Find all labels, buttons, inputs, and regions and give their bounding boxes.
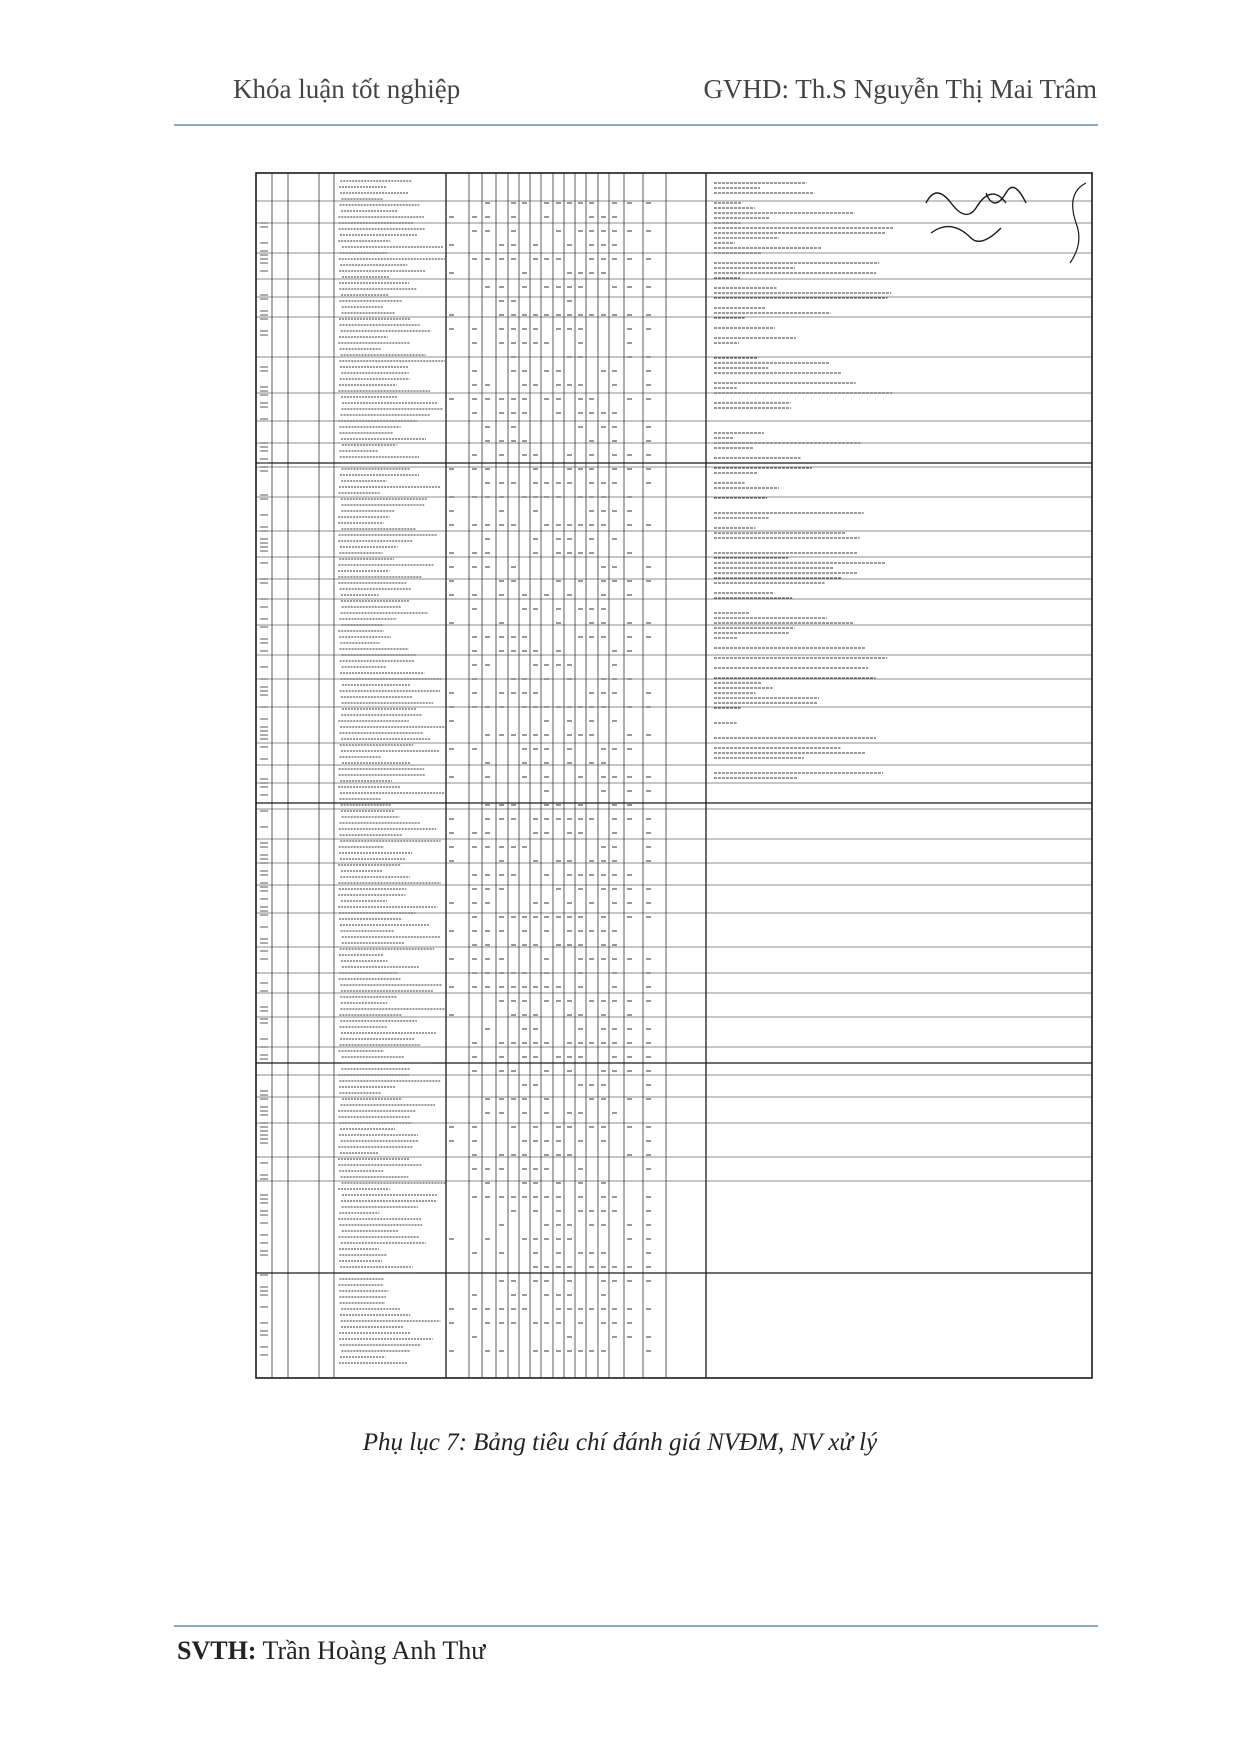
page-footer: [177, 1636, 485, 1666]
signature-mark: [926, 187, 1026, 241]
footer-rule: [174, 1625, 1098, 1627]
scanned-table-drawing: [226, 163, 1109, 1400]
page-header-right: GVHD: Th.S Nguyễn Thị Mai Trâm: [703, 74, 1097, 104]
scanned-evaluation-table: [226, 163, 1109, 1400]
footer-name: Trần Hoàng Anh Thư: [262, 1636, 486, 1665]
header-rule: [174, 124, 1098, 126]
footer-label: SVTH:: [177, 1636, 257, 1665]
page-header-left: Khóa luận tốt nghiệp: [233, 74, 461, 104]
figure-caption: Phụ lục 7: Bảng tiêu chí đánh giá NVĐM, NV xử lý: [362, 1429, 878, 1456]
